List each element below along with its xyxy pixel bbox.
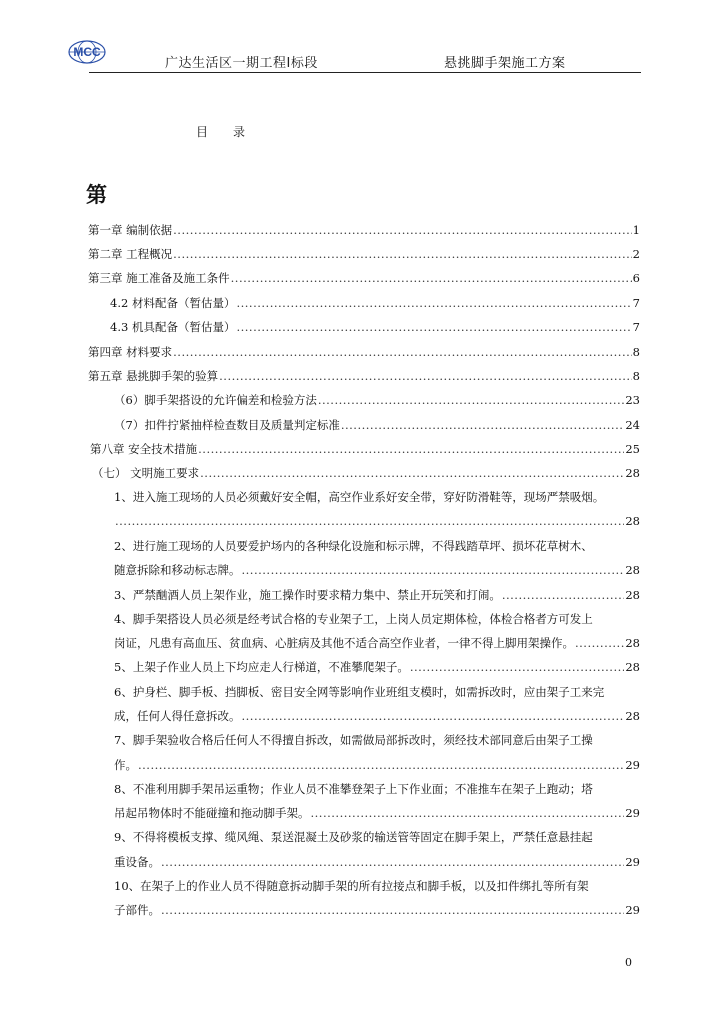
toc-item-text[interactable]: 10、在架子上的作业人员不得随意拆动脚手架的所有拉接点和脚手板，以及扣件绑扎等所有架 (114, 879, 589, 893)
toc-item-leader[interactable] (114, 707, 640, 725)
toc-entry-page: 7 (632, 296, 640, 310)
toc-entry-page: 28 (625, 514, 640, 528)
header-rule (89, 72, 641, 73)
toc-item-leader[interactable] (114, 512, 640, 530)
toc-item-text[interactable]: 4、脚手架搭设人员必须是经考试合格的专业架子工，上岗人员定期体检，体检合格者方可发上 (114, 612, 593, 626)
toc-item-leader[interactable] (114, 853, 640, 871)
toc-entry-label: 4.3 机具配备（暂估量） (110, 320, 236, 334)
toc-entry-page: 28 (625, 588, 640, 602)
toc-item-text-cont: 成，任何人得任意拆改。 (114, 709, 241, 723)
toc-item-leader[interactable] (114, 804, 640, 822)
toc-item-text[interactable]: 8、不准利用脚手架吊运重物；作业人员不准攀登架子上下作业面；不准推车在架子上跑动；塔 (114, 782, 593, 796)
toc-item-text: 3、严禁酗酒人员上架作业，施工操作时要求精力集中、禁止开玩笑和打闹。 (114, 588, 501, 602)
toc-entry-label: （6）脚手架搭设的允许偏差和检验方法 (114, 393, 317, 407)
toc-item-text-cont: 重设备。 (114, 855, 160, 869)
toc-title-char-2: 录 (233, 125, 247, 139)
toc-item-leader[interactable] (114, 756, 640, 774)
toc-item-text[interactable]: 2、进行施工现场的人员要爱护场内的各种绿化设施和标示牌，不得践踏草坪、损坏花草树木、 (114, 539, 593, 553)
header-project-title: 广达生活区一期工程Ⅰ标段 (165, 56, 318, 71)
toc-item-leader[interactable] (114, 561, 640, 579)
mcc-logo (67, 40, 107, 64)
toc-entry[interactable] (88, 221, 640, 239)
toc-entry-label: 第二章 工程概况 (88, 247, 173, 261)
toc-entry-page: 29 (625, 855, 640, 869)
toc-entry-page: 7 (632, 320, 640, 334)
toc-item-text-cont: 随意拆除和移动标志牌。 (114, 563, 241, 577)
toc-item-text-cont: 子部件。 (114, 903, 160, 917)
toc-title-char-1: 目 (196, 125, 210, 139)
toc-entry-page: 29 (625, 758, 640, 772)
toc-entry-page: 25 (625, 442, 640, 456)
toc-item-text-cont: 岗证，凡患有高血压、贫血病、心脏病及其他不适合高空作业者，一律不得上脚用架操作。 (114, 636, 574, 650)
toc-item-text-cont: 吊起吊物体时不能碰撞和拖动脚手架。 (114, 806, 310, 820)
toc-item-leader[interactable] (114, 634, 640, 652)
stray-heading-char: 第 (86, 182, 107, 207)
toc-entry-label: （七） 文明施工要求 (92, 466, 200, 480)
toc-entry[interactable] (88, 343, 640, 361)
toc-entry[interactable] (88, 245, 640, 263)
toc-entry-page: 28 (625, 466, 640, 480)
toc-entry-page: 29 (625, 903, 640, 917)
toc-entry-page: 24 (625, 418, 640, 432)
toc-entry-label: 第五章 悬挑脚手架的验算 (88, 369, 219, 383)
toc-entry-page: 28 (625, 709, 640, 723)
toc-entry-page: 2 (632, 247, 640, 261)
header-document-title: 悬挑脚手架施工方案 (444, 56, 566, 71)
toc-entry[interactable] (90, 440, 640, 458)
toc-item-text[interactable]: 1、进入施工现场的人员必须戴好安全帽，高空作业系好安全带，穿好防滑鞋等，现场严禁吸烟。 (114, 490, 605, 504)
toc-entry-label: （7）扣件拧紧抽样检查数目及质量判定标准 (114, 418, 340, 432)
toc-entry[interactable] (110, 318, 640, 336)
toc-entry-page: 23 (625, 393, 640, 407)
toc-entry-label: 第八章 安全技术措施 (90, 442, 198, 456)
toc-entry[interactable] (114, 391, 640, 409)
toc-entry-page: 6 (632, 271, 640, 285)
toc-item-text: 5、上架子作业人员上下均应走人行梯道，不准攀爬架子。 (114, 660, 409, 674)
toc-entry[interactable] (88, 269, 640, 287)
toc-title (196, 123, 246, 140)
toc-entry-page: 28 (625, 563, 640, 577)
toc-item-text[interactable]: 7、脚手架验收合格后任何人不得擅自拆改，如需做局部拆改时，须经技术部同意后由架子工操 (114, 733, 593, 747)
toc-entry[interactable] (88, 367, 640, 385)
toc-entry-page: 28 (625, 660, 640, 674)
toc-entry-page: 8 (632, 369, 640, 383)
footer-page-number: 0 (625, 956, 632, 969)
toc-item-leader[interactable] (114, 901, 640, 919)
toc-entry-label: 第三章 施工准备及施工条件 (88, 271, 230, 285)
toc-item-leader[interactable] (114, 658, 640, 676)
toc-entry-page: 29 (625, 806, 640, 820)
toc-entry-page: 1 (632, 223, 640, 237)
toc-item-text[interactable]: 6、护身栏、脚手板、挡脚板、密目安全网等影响作业班组支模时，如需拆改时，应由架子工来完 (114, 685, 605, 699)
toc-entry[interactable] (92, 464, 640, 482)
toc-item-text-cont: 作。 (114, 758, 137, 772)
svg-text:MCC: MCC (73, 45, 101, 59)
toc-entry[interactable] (114, 416, 640, 434)
toc-item-text[interactable]: 9、不得将模板支撑、缆风绳、泵送混凝土及砂浆的输送管等固定在脚手架上，严禁任意悬挂起 (114, 830, 593, 844)
toc-entry-label: 第四章 材料要求 (88, 345, 173, 359)
toc-entry[interactable] (110, 294, 640, 312)
toc-item-leader[interactable] (114, 586, 640, 604)
toc-entry-page: 8 (632, 345, 640, 359)
toc-entry-page: 28 (625, 636, 640, 650)
toc-entry-label: 第一章 编制依据 (88, 223, 173, 237)
toc-entry-label: 4.2 材料配备（暂估量） (110, 296, 236, 310)
